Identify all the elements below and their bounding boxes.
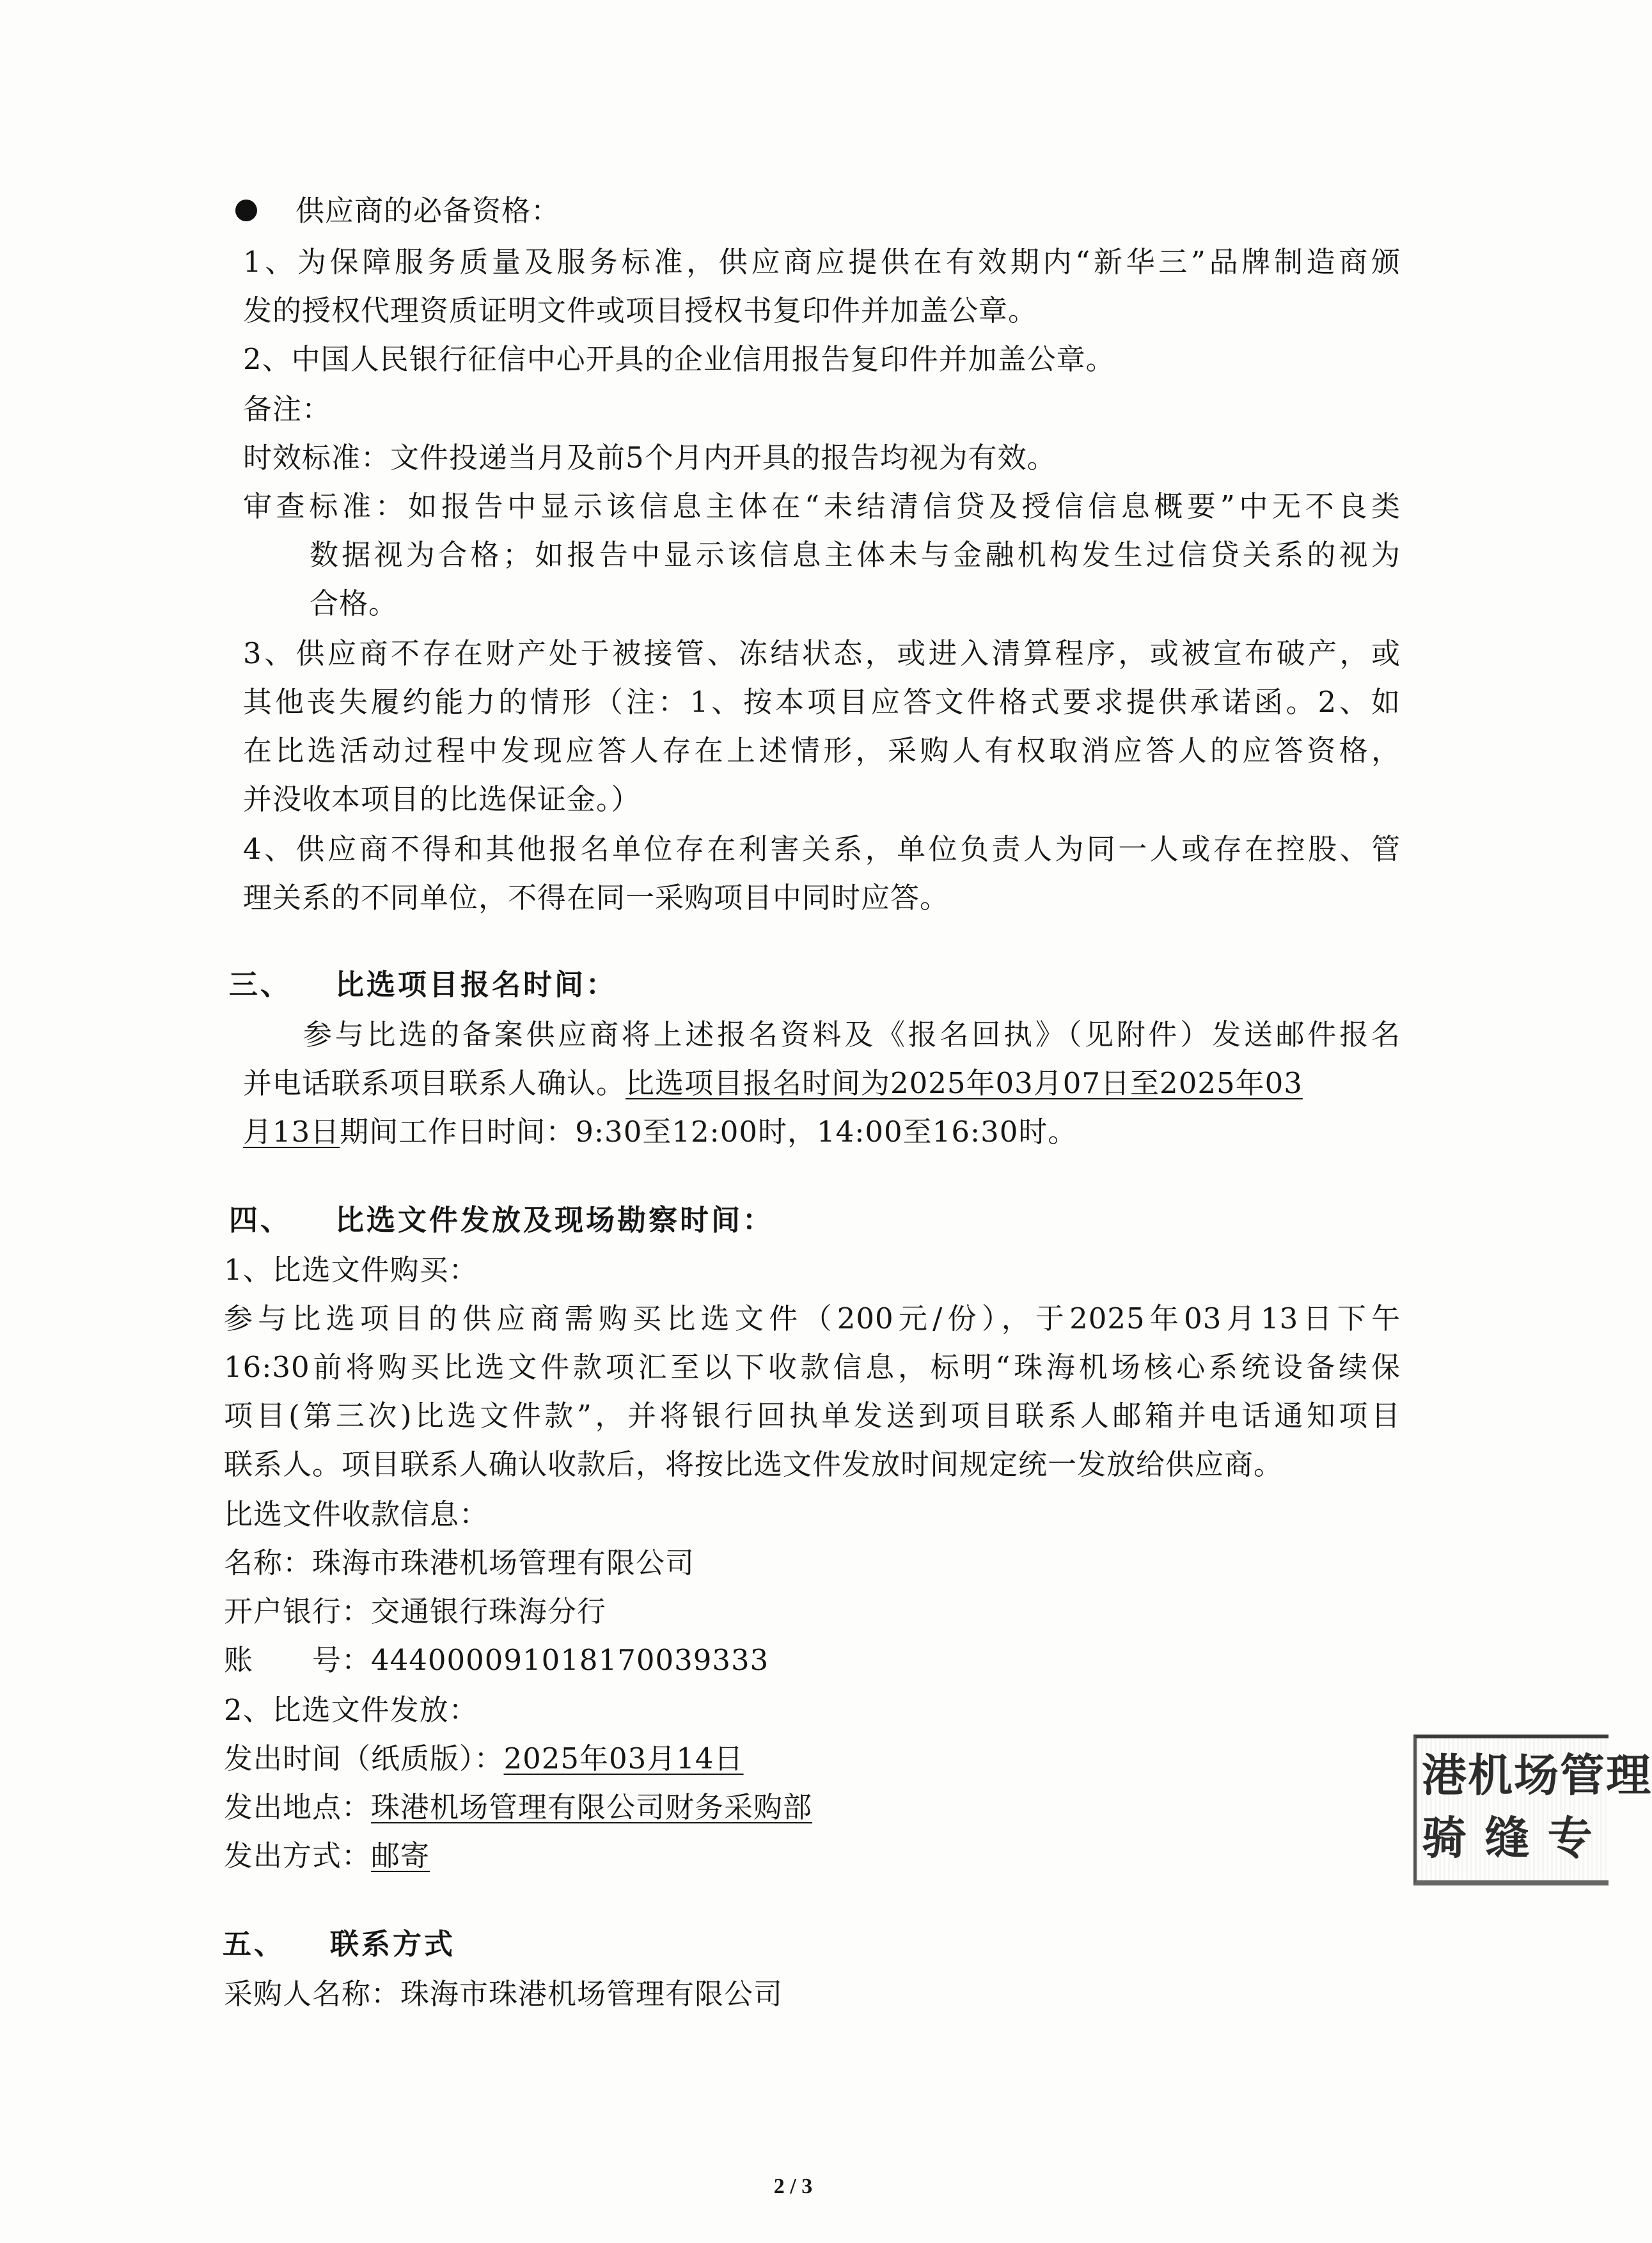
section-4-number: 四、 bbox=[229, 1203, 292, 1237]
payee-bank: 开户银行：交通银行珠海分行 bbox=[224, 1594, 607, 1628]
qualification-item-1-line-2: 发的授权代理资质证明文件或项目授权书复印件并加盖公章。 bbox=[243, 294, 1038, 327]
issue-time bbox=[224, 1740, 744, 1778]
section-3-line-2-plain: 并电话联系项目联系人确认。 bbox=[243, 1066, 626, 1100]
issue-time-label: 发出时间（纸质版）： bbox=[224, 1742, 504, 1775]
bullet-dot bbox=[235, 200, 257, 221]
issue-time-value: 2025年03月14日 bbox=[503, 1742, 744, 1775]
purchaser-name: 采购人名称：珠海市珠港机场管理有限公司 bbox=[224, 1977, 783, 2011]
registration-period: 比选项目报名时间为2025年03月07日至2025年03 bbox=[625, 1066, 1303, 1100]
purchase-line-2: 16:30前将购买比选文件款项汇至以下收款信息，标明“珠海机场核心系统设备续保 bbox=[224, 1350, 1401, 1384]
seal-text-line-2: 骑 缝 专 bbox=[1422, 1811, 1594, 1864]
purchase-line-4: 联系人。项目联系人确认收款后，将按比选文件发放时间规定统一发放给供应商。 bbox=[224, 1447, 1284, 1481]
purchase-line-1: 参与比选项目的供应商需购买比选文件（200元/份），于2025年03月13日下午 bbox=[224, 1302, 1401, 1335]
section-3-number: 三、 bbox=[229, 968, 292, 1002]
section-5-title: 联系方式 bbox=[330, 1927, 456, 1961]
qualification-item-4-line-2: 理关系的不同单位，不得在同一采购项目中同时应答。 bbox=[243, 881, 950, 915]
cross-page-seal bbox=[1413, 1735, 1652, 1885]
qualification-item-3-line-2: 其他丧失履约能力的情形（注：1、按本项目应答文件格式要求提供承诺函。2、如 bbox=[243, 685, 1401, 719]
issue-place-value: 珠港机场管理有限公司财务采购部 bbox=[371, 1790, 813, 1824]
page-indicator: 2 / 3 bbox=[773, 2175, 813, 2198]
qualification-item-4-line-1: 4、供应商不得和其他报名单位存在利害关系，单位负责人为同一人或存在控股、管 bbox=[243, 832, 1401, 866]
payee-account: 账 号：444000091018170039333 bbox=[224, 1643, 769, 1677]
remark-review-line-2: 数据视为合格；如报告中显示该信息主体未与金融机构发生过信贷关系的视为 bbox=[310, 538, 1401, 572]
qualification-item-1-line-1: 1、为保障服务质量及服务标准，供应商应提供在有效期内“新华三”品牌制造商颁 bbox=[243, 245, 1401, 279]
qualification-item-3-line-4: 并没收本项目的比选保证金。） bbox=[243, 782, 641, 816]
payee-name: 名称：珠海市珠港机场管理有限公司 bbox=[224, 1546, 695, 1580]
remark-review-line-3: 合格。 bbox=[310, 586, 398, 620]
section-4-title: 比选文件发放及现场勘察时间： bbox=[335, 1203, 775, 1237]
qualification-item-3-line-3: 在比选活动过程中发现应答人存在上述情形，采购人有权取消应答人的应答资格， bbox=[243, 734, 1401, 767]
qualifications-title: 供应商的必备资格： bbox=[295, 194, 561, 228]
issue-place-label: 发出地点： bbox=[224, 1790, 372, 1824]
working-hours: 期间工作日时间：9:30至12:00时，14:00至16:30时。 bbox=[340, 1115, 1078, 1149]
issue-place bbox=[224, 1788, 812, 1827]
purchase-line-3: 项目(第三次)比选文件款”，并将银行回执单发送到项目联系人邮箱并电话通知项目 bbox=[224, 1399, 1401, 1433]
issue-method bbox=[224, 1837, 430, 1875]
remark-label: 备注： bbox=[243, 392, 332, 426]
section-3-line-1: 参与比选的备案供应商将上述报名资料及《报名回执》（见附件）发送邮件报名 bbox=[303, 1018, 1401, 1051]
seal-text-line-1: 港机场管理 bbox=[1422, 1749, 1652, 1802]
payment-info-label: 比选文件收款信息： bbox=[224, 1497, 489, 1531]
purchase-title: 1、比选文件购买： bbox=[224, 1253, 478, 1287]
remark-review-line-1: 审查标准：如报告中显示该信息主体在“未结清信贷及授信信息概要”中无不良类 bbox=[243, 489, 1401, 523]
qualification-item-3-line-1: 3、供应商不存在财产处于被接管、冻结状态，或进入清算程序，或被宣布破产，或 bbox=[243, 636, 1401, 670]
registration-period-end: 月13日 bbox=[243, 1115, 340, 1149]
qualification-item-2: 2、中国人民银行征信中心开具的企业信用报告复印件并加盖公章。 bbox=[243, 342, 1115, 376]
section-3-line-2 bbox=[243, 1064, 1303, 1103]
section-5-number: 五、 bbox=[223, 1927, 286, 1961]
issue-method-label: 发出方式： bbox=[224, 1839, 372, 1873]
section-3-line-3 bbox=[243, 1113, 1077, 1151]
issue-title: 2、比选文件发放： bbox=[224, 1693, 478, 1727]
issue-method-value: 邮寄 bbox=[371, 1839, 430, 1873]
remark-time-standard: 时效标准：文件投递当月及前5个月内开具的报告均视为有效。 bbox=[243, 441, 1057, 475]
section-3-title: 比选项目报名时间： bbox=[335, 968, 618, 1002]
